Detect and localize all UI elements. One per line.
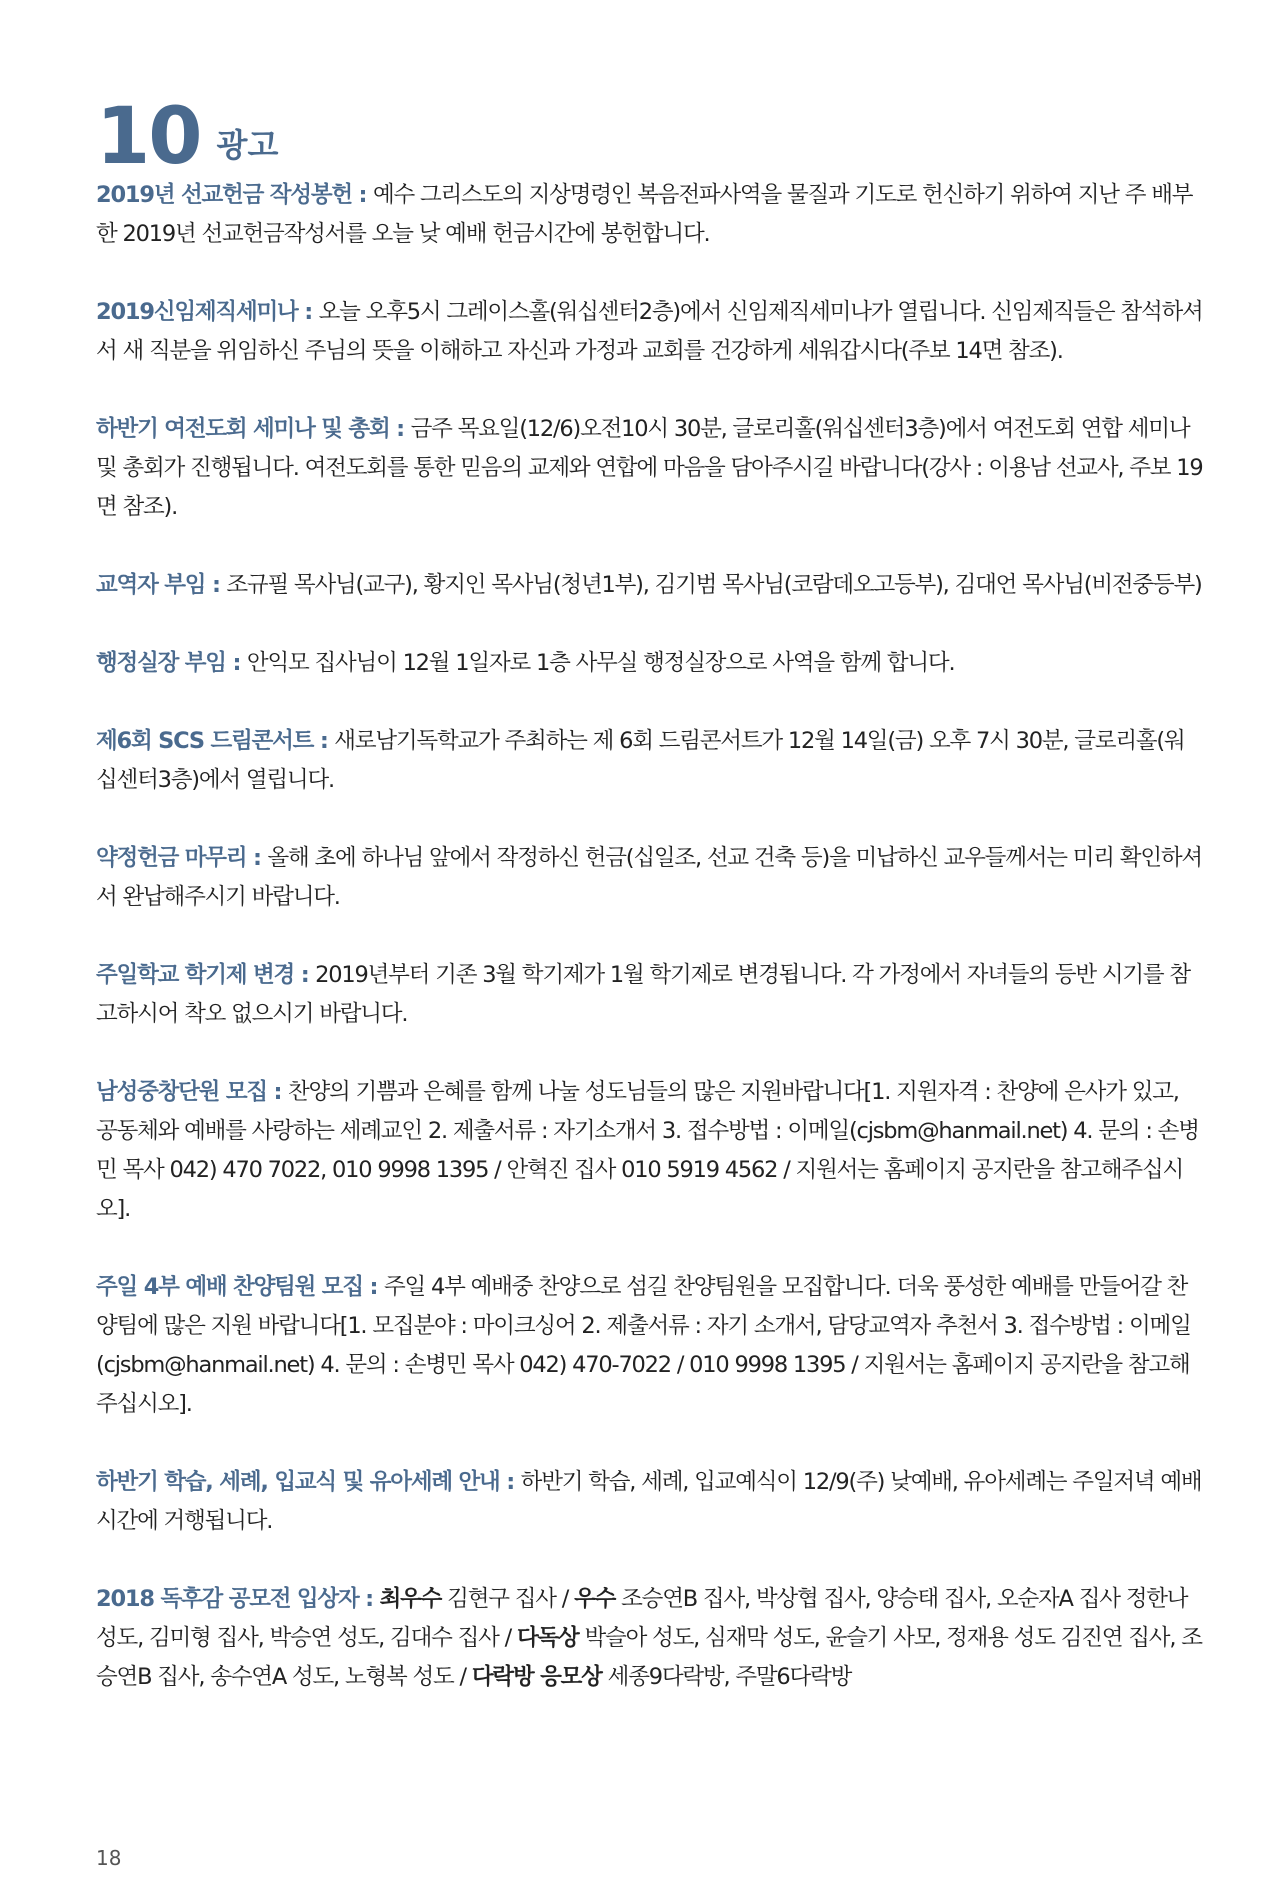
announcement-label: 하반기 여전도회 세미나 및 총회 : [96, 416, 411, 442]
announcement-item [96, 644, 1204, 683]
page-number: 18 [96, 1846, 122, 1870]
award-winners-item [96, 1580, 1204, 1697]
announcement-item [96, 176, 1204, 254]
announcement-item [96, 1463, 1204, 1541]
announcement-text: 올해 초에 하나님 앞에서 작정하신 헌금(십일조, 선교 건축 등)을 미납하신 교우들께서는 미리 확인하셔서 완납해주시기 바랍니다. [96, 845, 1202, 910]
announcement-text: 금주 목요일(12/6)오전10시 30분, 글로리홀(워십센터3층)에서 여전도회 연합 세미나 및 총회가 진행됩니다. 여전도회를 통한 믿음의 교제와 연합에 마음을 담아주시길 바랍니다(강사 : 이용남 선교사, 주보 19면 참조). [96, 416, 1203, 520]
announcement-text: 오늘 오후5시 그레이스홀(워십센터2층)에서 신임제직세미나가 열립니다. 신임제직들은 참석하셔서 새 직분을 위임하신 주님의 뜻을 이해하고 자신과 가정과 교회를 건강하게 세워갑시다(주보 14면 참조). [96, 299, 1203, 364]
announcement-label: 주일학교 학기제 변경 : [96, 962, 316, 988]
page-header [96, 92, 279, 182]
announcement-text: 찬양의 기쁨과 은혜를 함께 나눌 성도님들의 많은 지원바랍니다[1. 지원자격 : 찬양에 은사가 있고, 공동체와 예배를 사랑하는 세례교인 2. 제출서류 : 자기소개서 3. 접수방법 : 이메일(cjsbm@hanmail.net) 4. 문의 : 손병민 목사 042) 470 7022, 010 9998 1395 / 안혁진 집사 010 5919 4562 / 지원서는 홈페이지 공지란을 참고해주십시오]. [96, 1079, 1199, 1222]
section-title: 광고 [216, 126, 279, 164]
announcement-label: 행정실장 부임 : [96, 650, 247, 676]
announcement-text: 예수 그리스도의 지상명령인 복음전파사역을 물질과 기도로 헌신하기 위하여 지난 주 배부한 2019년 선교헌금작성서를 오늘 낮 예배 헌금시간에 봉헌합니다. [96, 182, 1193, 247]
announcement-text: 새로남기독학교가 주최하는 제 6회 드림콘서트가 12월 14일(금) 오후 7시 30분, 글로리홀(워십센터3층)에서 열립니다. [96, 728, 1185, 793]
announcement-item [96, 956, 1204, 1034]
most-reading-text: 박슬아 성도, 심재막 성도, 윤슬기 사모, 정재용 성도 김진연 집사, 조승연B 집사, 송수연A 성도, 노형복 성도 / [96, 1625, 1202, 1690]
announcement-text: 하반기 학습, 세례, 입교예식이 12/9(주) 낮예배, 유아세례는 주일저녁 예배시간에 거행됩니다. [96, 1469, 1202, 1534]
grand-prize-label: 최우수 [379, 1586, 442, 1612]
announcement-text: 주일 4부 예배중 찬양으로 섬길 찬양팀원을 모집합니다. 더욱 풍성한 예배를 만들어갈 찬양팀에 많은 지원 바랍니다[1. 모집분야 : 마이크싱어 2. 제출서류 : 자기 소개서, 담당교역자 추천서 3. 접수방법 : 이메일(cjsbm@hanmail.net) 4. 문의 : 손병민 목사 042) 470-7022 / 010 9998 1395 / 지원서는 홈페이지 공지란을 참고해주십시오]. [96, 1274, 1191, 1417]
announcement-item [96, 1268, 1204, 1424]
grand-prize-text: 김현구 집사 / [441, 1586, 575, 1612]
announcement-item [96, 722, 1204, 800]
announcement-item [96, 566, 1204, 605]
section-number: 10 [96, 92, 201, 182]
announcement-label: 하반기 학습, 세례, 입교식 및 유아세례 안내 : [96, 1469, 521, 1495]
award-label: 2018 독후감 공모전 입상자 : [96, 1586, 380, 1612]
excellent-prize-label: 우수 [574, 1586, 616, 1612]
announcement-item [96, 410, 1204, 527]
announcement-text: 안익모 집사님이 12월 1일자로 1층 사무실 행정실장으로 사역을 함께 합니다. [246, 650, 955, 676]
excellent-prize-text: 조승연B 집사, 박상협 집사, 양승태 집사, 오순자A 집사 정한나 성도, 김미형 집사, 박승연 성도, 김대수 집사 / [96, 1586, 1188, 1651]
announcement-item [96, 839, 1204, 917]
most-reading-label: 다독상 [516, 1625, 579, 1651]
announcement-label: 2019년 선교헌금 작성봉헌 : [96, 182, 373, 208]
announcement-label: 2019신임제직세미나 : [96, 299, 319, 325]
announcement-item [96, 293, 1204, 371]
announcement-list [96, 176, 1204, 1736]
room-prize-label: 다락방 응모상 [471, 1664, 602, 1690]
announcement-label: 남성중창단원 모집 : [96, 1079, 288, 1105]
announcement-text: 조규필 목사님(교구), 황지인 목사님(청년1부), 김기범 목사님(코람데오고등부), 김대언 목사님(비전중등부) [226, 572, 1202, 598]
announcement-label: 교역자 부임 : [96, 572, 227, 598]
announcement-item [96, 1073, 1204, 1229]
announcement-label: 제6회 SCS 드림콘서트 : [96, 728, 335, 754]
announcement-label: 주일 4부 예배 찬양팀원 모집 : [96, 1274, 384, 1300]
room-prize-text: 세종9다락방, 주말6다락방 [601, 1664, 852, 1690]
announcement-text: 2019년부터 기존 3월 학기제가 1월 학기제로 변경됩니다. 각 가정에서 자녀들의 등반 시기를 참고하시어 착오 없으시기 바랍니다. [96, 962, 1190, 1027]
announcement-label: 약정헌금 마무리 : [96, 845, 268, 871]
